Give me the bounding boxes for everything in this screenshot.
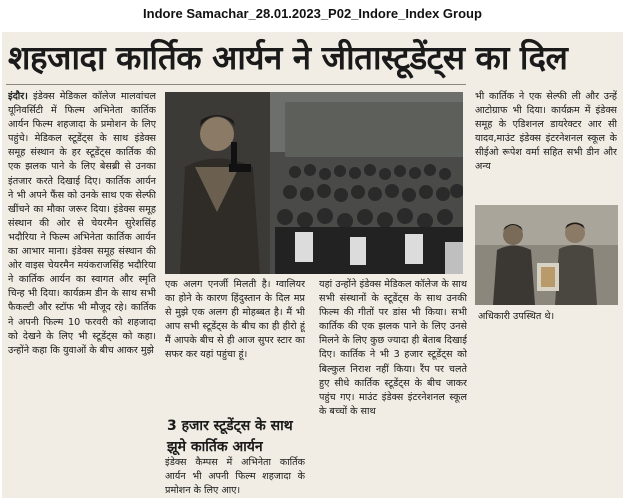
article-column-4: भी कार्तिक ने एक सेल्फी ली और उन्हें आटोग्राफ भी दिया। कार्यक्रम में इंडेक्स समूह के एडिशनल डायरेक्टर आर सी यादव,माउंट इंडेक्स इंटरनेशनल स्कूल के सीईओ रूपेश वर्मा सहित सभी डीन और अन्य <box>475 91 617 173</box>
article-column-2: एक अलग एनर्जी मिलती है। ग्वालियर का होने के कारण हिंदुस्तान के दिल मप्र से मुझे एक अलग ही मोहब्बत है। मैं भी आप सभी स्टूडेंट्स के बीच का ही हीरो हूं मैं आपके बीच से ही आज सुपर स्टार का सफर कर यहां पहुंचा हूं। <box>165 279 305 361</box>
article-column-2-continued: इंडेक्स कैम्पस में अभिनेता कार्तिक आर्यन भी अपनी फिल्म शहजादा के प्रमोशन के लिए आए। <box>165 457 305 496</box>
event-photo-main <box>165 92 463 274</box>
newspaper-clipping <box>2 32 623 498</box>
dateline: इंदौर। <box>8 91 28 102</box>
subheading: 3 हजार स्टूडेंट्स के साथ झूमे कार्तिक आर्यन <box>167 418 293 455</box>
crowd-photo-illustration <box>165 92 463 274</box>
headline-rule <box>6 84 466 85</box>
article-column-1 <box>8 90 156 492</box>
event-photo-small <box>475 205 618 305</box>
document-caption: Indore Samachar_28.01.2023_P02_Indore_Index Group <box>143 6 482 21</box>
headline: शहजादा कार्तिक आर्यन ने जीतास्टूडेंट्स का दिल <box>8 38 568 77</box>
guests-photo-illustration <box>475 205 618 305</box>
column-1-text: इंडेक्स मेडिकल कॉलेज मालवांचल यूनिवर्सिटी में फिल्म अभिनेता कार्तिक आर्यन फिल्म शहजादा के प्रमोशन के लिए पहुंचे। मेडिकल स्टूडेंट्स के साथ इंडेक्स समूह संस्थान के हर स्टूडेंट्स कार्तिक की एक झलक पाने के लिए बेसब्री से उनका इंतजार करते दिखाई दिए। कार्तिक आर्यन ने भी अपने फैंस को उनके साथ एक सेल्फी खींचने का मौका जरूर दिया। इंडेक्स समूह संस्थान की ओर से चेयरमैन सुरेशसिंह भदौरिया ने फिल्म अभिनेता कार्तिक आर्यन का आभार माना। इंडेक्स समूह संस्थान की ओर वाइस चेयरमैन मयंकराजसिंह भदौरिया ने कार्तिक आर्यन का स्वागत और स्मृति चिन्ह भी दिया। कार्यक्रम डीन के साथ सभी फैकल्टी और स्टॉफ भी मौजूद रहे। कार्तिक ने अपनी फिल्म 10 फरवरी को शहजादा को देखने के लिए भी स्टूडेंट्स को कहा। उन्होंने कहा कि युवाओं के बीच आकर मुझे <box>8 91 156 356</box>
article-column-3: यहां उन्होंने इंडेक्स मेडिकल कॉलेज के साथ सभी संस्थानों के स्टूडेंट्स के साथ उनकी फिल्म की गीतों पर डांस भी किया। सभी कार्तिक की एक झलक पाने के लिए उनसे मिलने के लिए कुछ ज्यादा ही बेताब दिखाई दिए। कार्तिक ने भी 3 हजार स्टूडेंट्स को बिल्कुल निराश नहीं किया। रैंप पर चलते हुए सीधे कार्तिक स्टूडेंट्स के बीच जाकर पहुंच गए। माउंट इंडेक्स इंटरनेशनल स्कूल के बच्चों के साथ <box>319 279 467 417</box>
article-column-5: अधिकारी उपस्थित थे। <box>478 311 555 322</box>
